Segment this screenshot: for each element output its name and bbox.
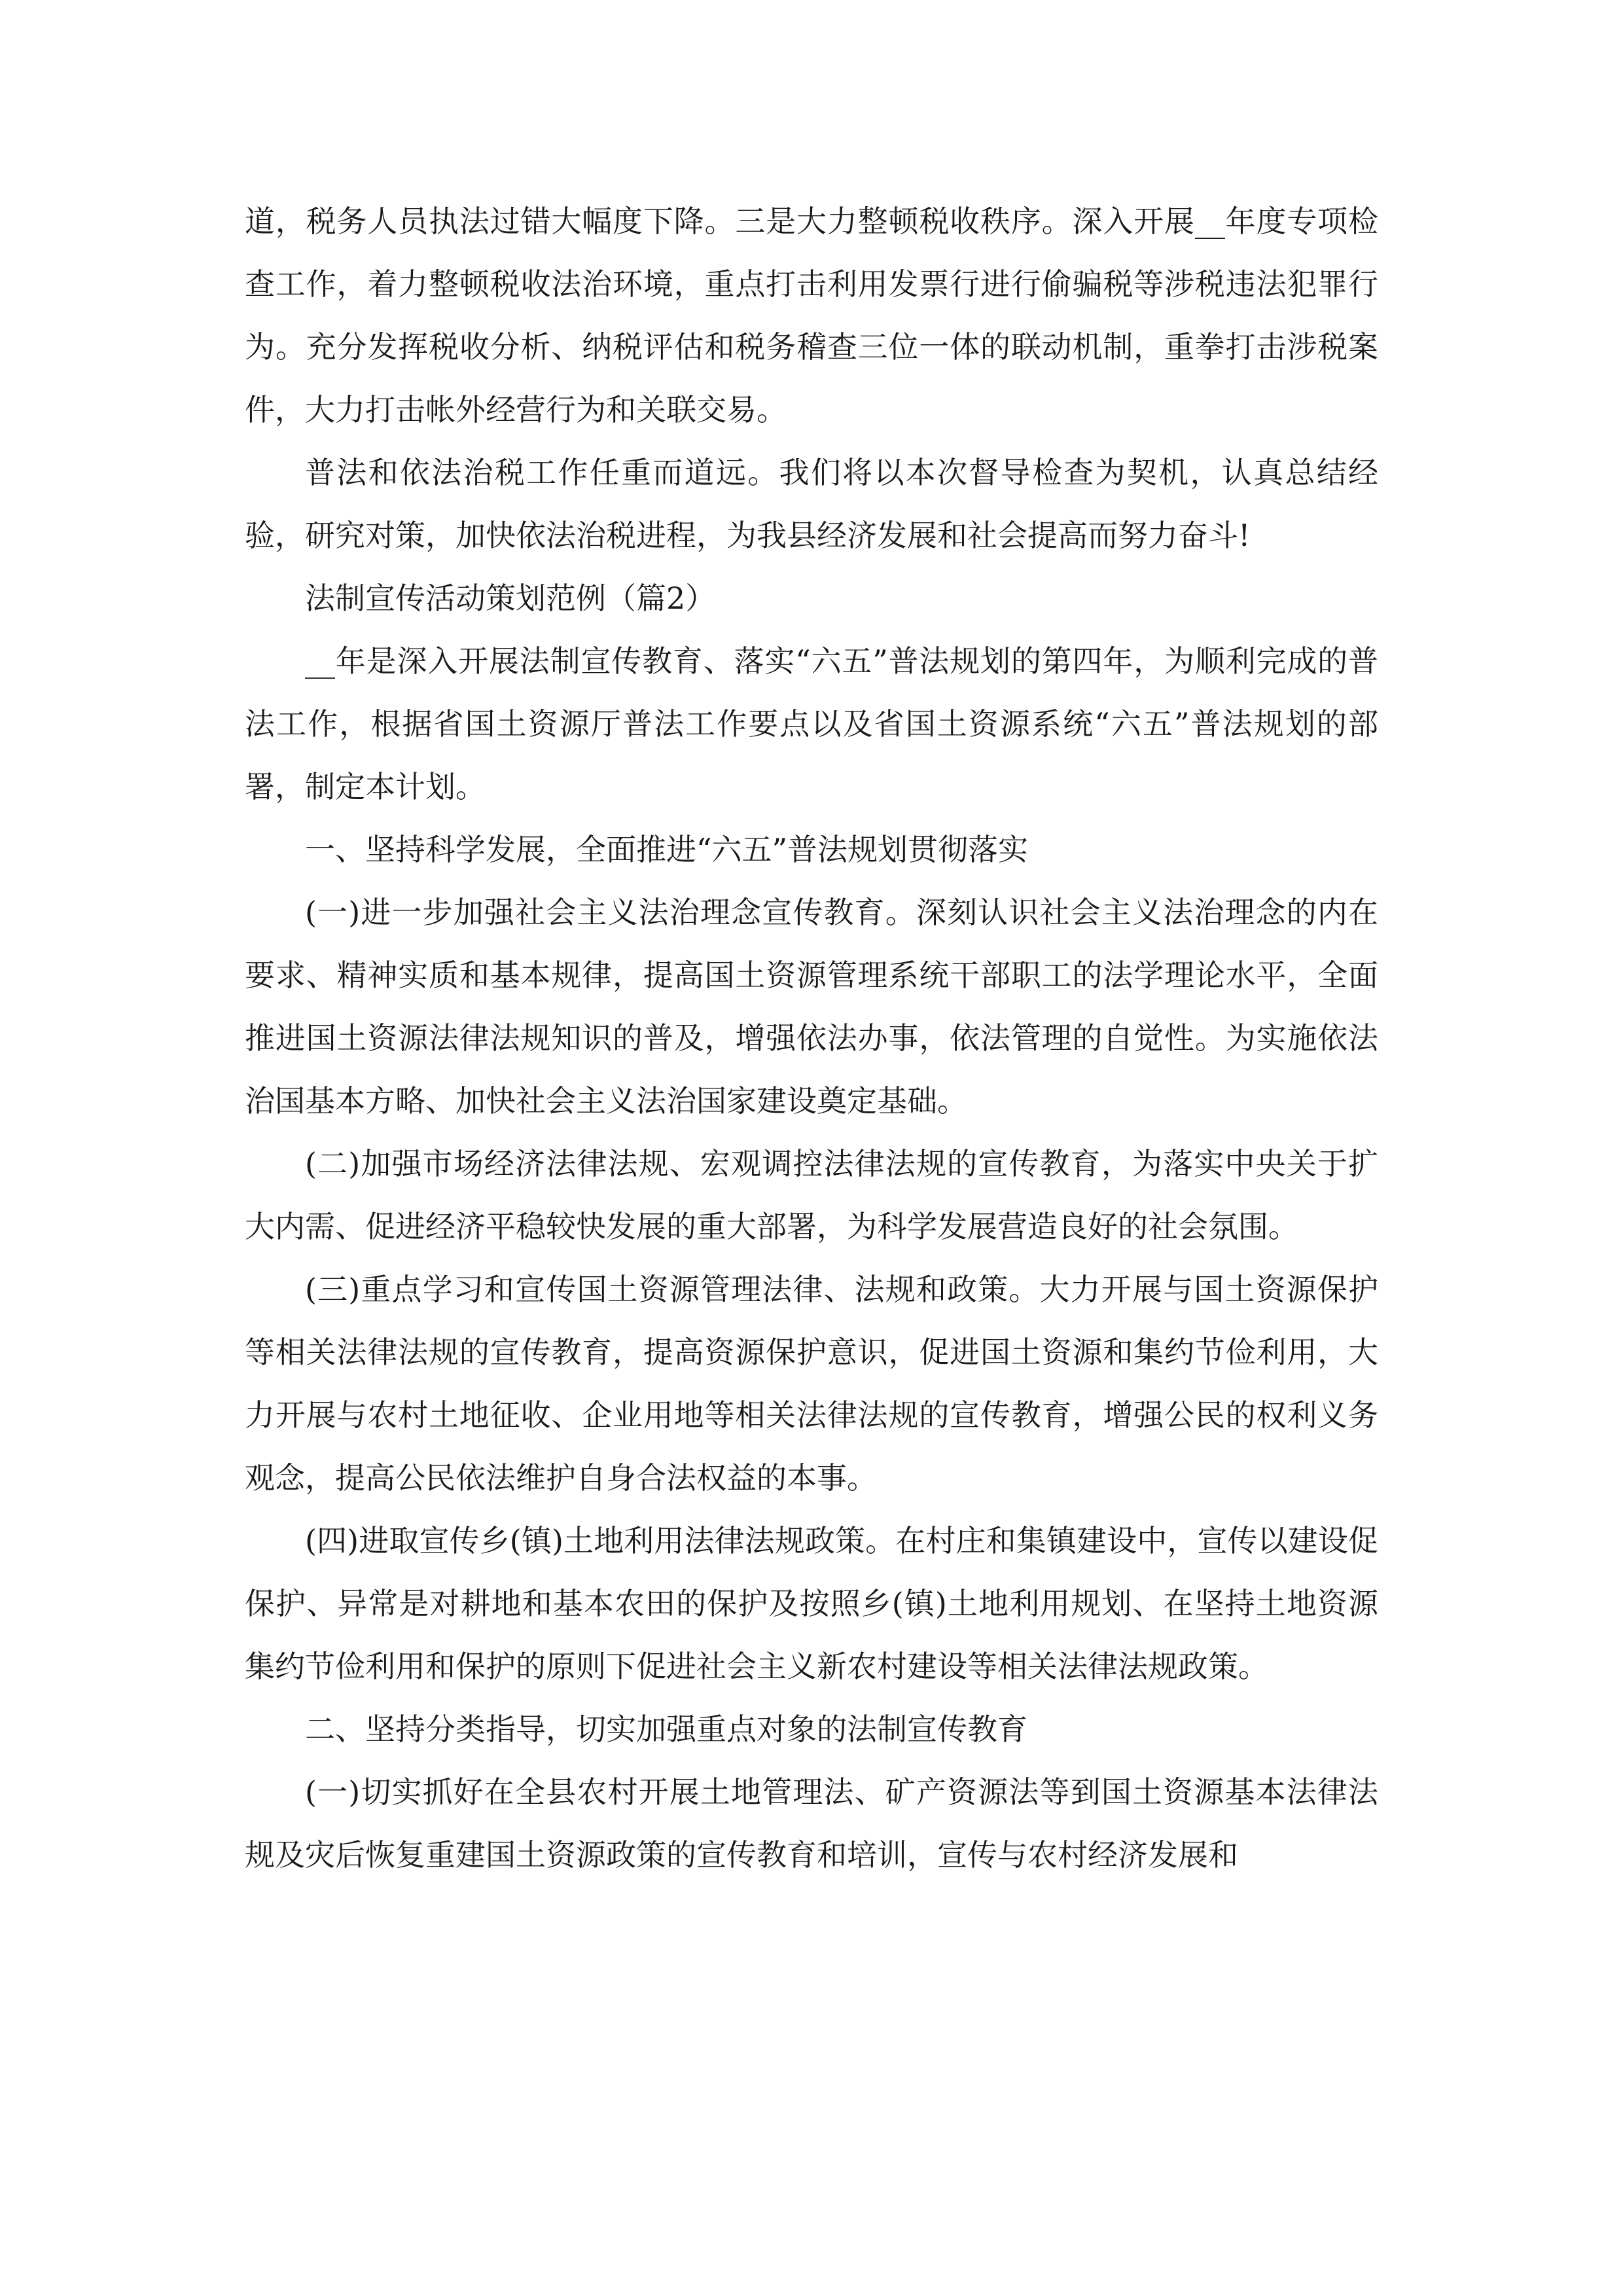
section-title-2: 法制宣传活动策划范例（篇2） — [305, 581, 716, 616]
paragraph-item-2: (二)加强市场经济法律法规、宏观调控法律法规的宣传教育，为落实中央关于扩大内需、促进经济平稳较快发展的重大部署，为科学发展营造良好的社会氛围。 — [245, 1146, 1378, 1244]
paragraph-2: 普法和依法治税工作任重而道远。我们将以本次督导检查为契机，认真总结经验，研究对策，加快依法治税进程，为我县经济发展和社会提高而努力奋斗! — [245, 455, 1378, 553]
paragraph-item-1: (一)进一步加强社会主义法治理念宣传教育。深刻认识社会主义法治理念的内在要求、精神实质和基本规律，提高国土资源管理系统干部职工的法学理论水平，全面推进国土资源法律法规知识的普及，增强依法办事，依法管理的自觉性。为实施依法治国基本方略、加快社会主义法治国家建设奠定基础。 — [245, 895, 1378, 1119]
paragraph-item-3: (三)重点学习和宣传国土资源管理法律、法规和政策。大力开展与国土资源保护等相关法律法规的宣传教育，提高资源保护意识，促进国土资源和集约节俭利用，大力开展与农村土地征收、企业用地等相关法律法规的宣传教育，增强公民的权利义务观念，提高公民依法维护自身合法权益的本事。 — [245, 1272, 1378, 1496]
heading-part-1: 一、坚持科学发展，全面推进“六五”普法规划贯彻落实 — [305, 832, 1029, 867]
paragraph-1: 道，税务人员执法过错大幅度下降。三是大力整顿税收秩序。深入开展__年度专项检查工作，着力整顿税收法治环境，重点打击利用发票行进行偷骗税等涉税违法犯罪行为。充分发挥税收分析、纳税评估和税务稽查三位一体的联动机制，重拳打击涉税案件，大力打击帐外经营行为和关联交易。 — [245, 204, 1378, 427]
paragraph-intro: __年是深入开展法制宣传教育、落实“六五”普法规划的第四年，为顺利完成的普法工作，根据省国土资源厅普法工作要点以及省国土资源系统“六五”普法规划的部署，制定本计划。 — [245, 643, 1378, 804]
paragraph-item-4: (四)进取宣传乡(镇)土地利用法律法规政策。在村庄和集镇建设中，宣传以建设促保护、异常是对耕地和基本农田的保护及按照乡(镇)土地利用规划、在坚持土地资源集约节俭利用和保护的原则下促进社会主义新农村建设等相关法律法规政策。 — [245, 1523, 1378, 1684]
paragraph-item-5: (一)切实抓好在全县农村开展土地管理法、矿产资源法等到国土资源基本法律法规及灾后恢复重建国土资源政策的宣传教育和培训，宣传与农村经济发展和 — [245, 1774, 1378, 1873]
heading-part-2: 二、坚持分类指导，切实加强重点对象的法制宣传教育 — [305, 1712, 1027, 1747]
document-body — [245, 190, 1378, 1886]
